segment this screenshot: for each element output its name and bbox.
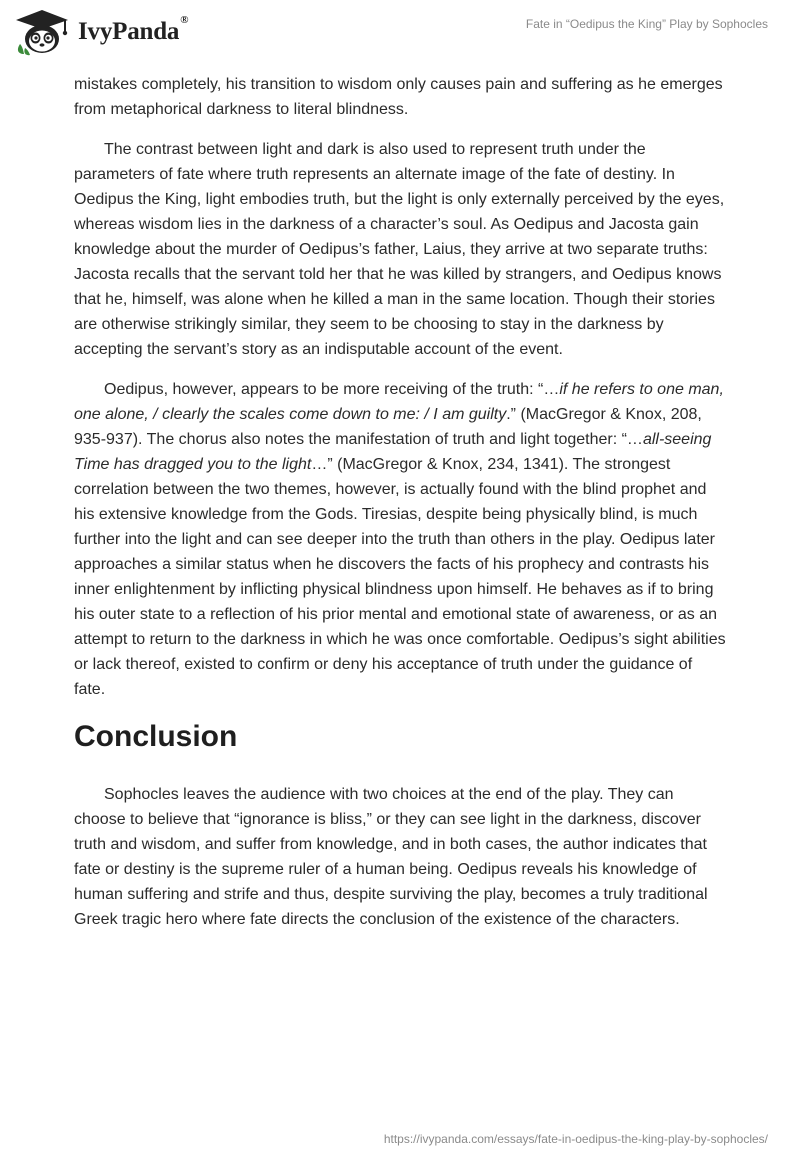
registered-mark: ® [180, 14, 189, 26]
quote-guilty: if he refers to one man, one alone, / clearly the scales come down to me: / I am guilty [74, 381, 724, 423]
essay-body [74, 72, 726, 947]
quote-time: all-seeing Time has dragged you to the light [74, 431, 712, 473]
page-header [0, 0, 800, 70]
source-url[interactable]: https://ivypanda.com/essays/fate-in-oedipus-the-king-play-by-sophocles/ [383, 1132, 768, 1146]
paragraph-conclusion: Sophocles leaves the audience with two choices at the end of the play. They can choose to believe that “ignorance is bliss,” or they can see light in the darkness, discover truth and wisdom, and suffer from knowledge, and in both cases, the author indicates that fate or destiny is the supreme ruler of a human being. Oedipus reveals his knowledge of human suffering and strife and thus, despite surviving the play, becomes a truly traditional Greek tragic hero where fate directs the conclusion of the existence of the characters. [74, 786, 708, 928]
conclusion-heading: Conclusion [74, 720, 238, 753]
panda-graduate-icon [14, 8, 70, 56]
paragraph-continued: mistakes completely, his transition to wisdom only causes pain and suffering as he emerges from metaphorical darkness to literal blindness. [74, 76, 723, 118]
paragraph-truth: Oedipus, however, appears to be more receiving of the truth: “…if he refers to one man, one alone, / clearly the scales come down to me: / I am guilty.” (MacGregor & Knox, 208, 935-937). The chorus also notes the manifestation of truth and light together: “…all-seeing Time has dragged you to the light…” (MacGregor & Knox, 234, 1341). The strongest correlation between the two themes, however, is actually found with the blind prophet and his extensive knowledge from the Gods. Tiresias, despite being physically blind, is much further into the light and can see deeper into the truth than others in the play. Oedipus later approaches a similar status when he discovers the facts of his prophecy and contrasts his inner enlightenment by inflicting physical blindness upon himself. He behaves as if to bring his outer state to a reflection of his prior mental and emotional state of awareness, or as an attempt to return to the darkness in which he was once comfortable. Oedipus’s sight abilities or lack thereof, existed to confirm or deny his acceptance of truth under the guidance of fate. [74, 381, 726, 698]
brand-name: IvyPanda® [78, 14, 189, 45]
document-title: Fate in “Oedipus the King” Play by Sophocles [525, 17, 768, 31]
ivypanda-logo[interactable] [14, 8, 188, 56]
paragraph-light-dark: The contrast between light and dark is also used to represent truth under the parameters of fate where truth represents an alternate image of the fate of destiny. In Oedipus the King, light embodies truth, but the light is only externally perceived by the eyes, whereas wisdom lies in the darkness of a character’s soul. As Oedipus and Jacosta gain knowledge about the murder of Oedipus’s father, Laius, they arrive at two separate truths: Jacosta recalls that the servant told her that he was killed by strangers, and Oedipus knows that he, himself, was alone when he killed a man in the same location. Though their stories are otherwise strikingly similar, they seem to be choosing to stay in the darkness by accepting the servant’s story as an indisputable account of the event. [74, 141, 725, 358]
